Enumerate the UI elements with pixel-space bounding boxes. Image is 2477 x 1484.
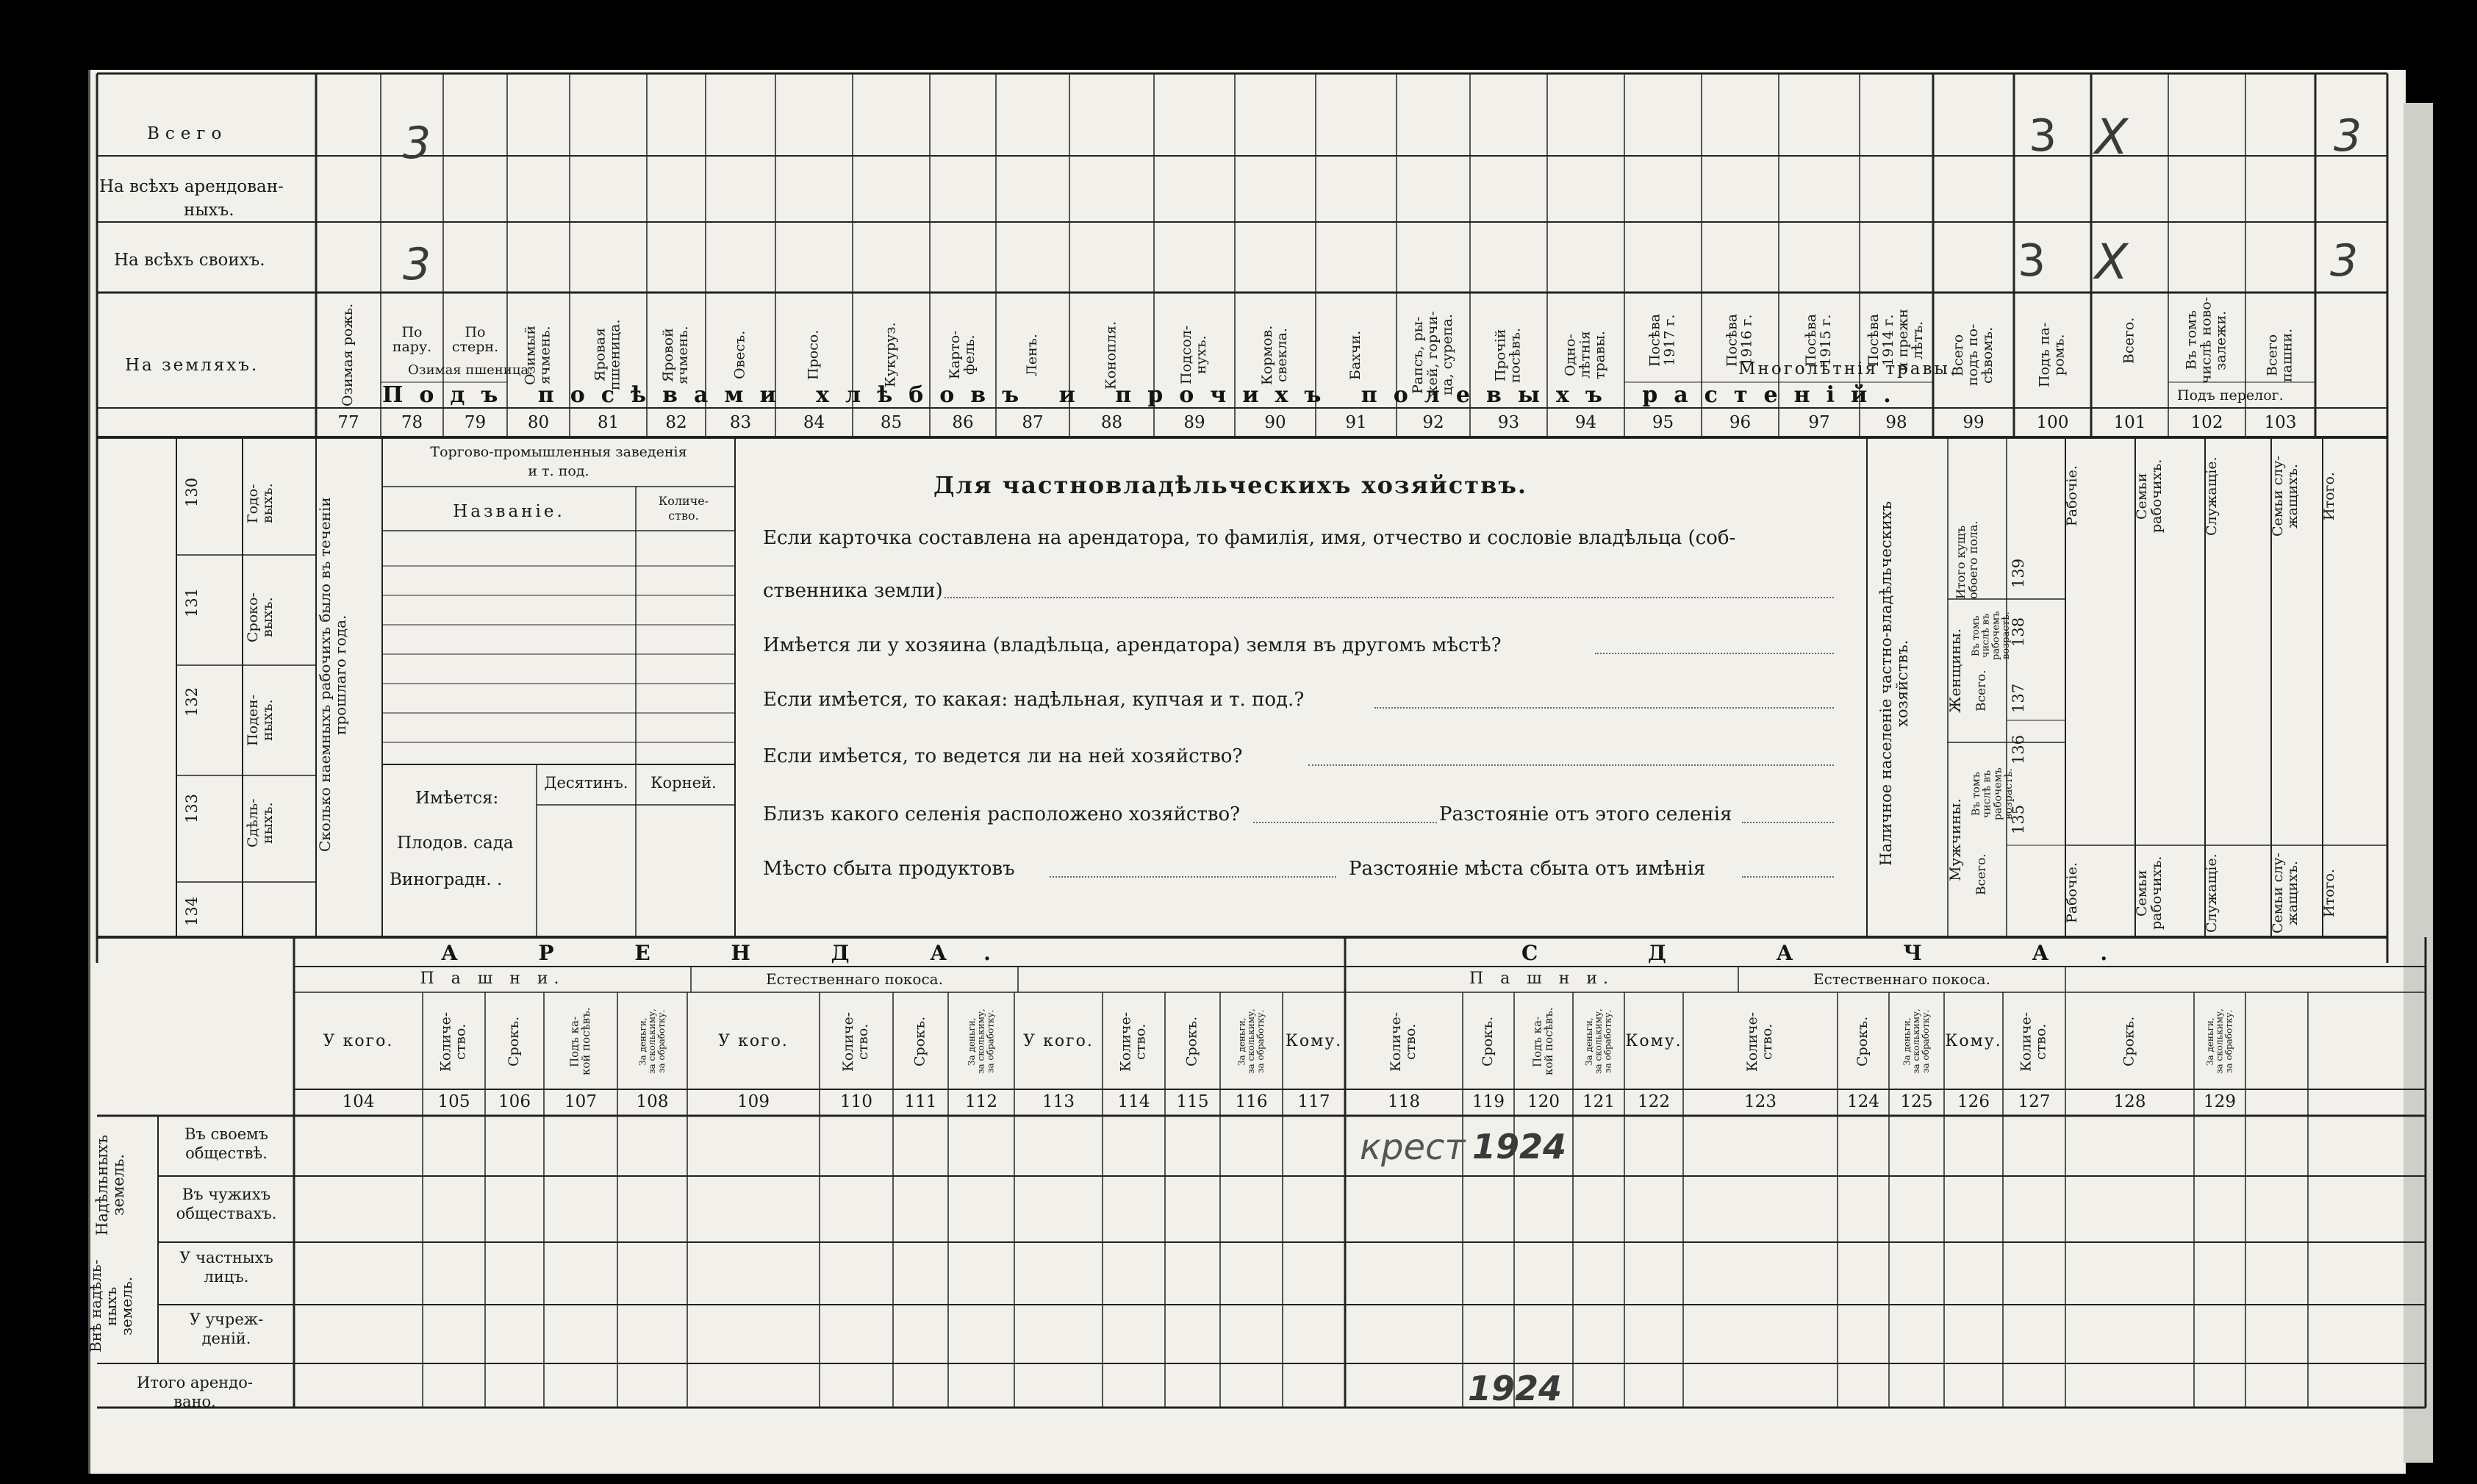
staff-column-header: Рабочiе. xyxy=(2064,465,2080,527)
answer-line-farming xyxy=(1308,764,1834,766)
answer-line-other-land xyxy=(1595,653,1834,654)
crop-column-header: Озимая рожь. xyxy=(340,303,356,407)
crop-column-number: 86 xyxy=(952,413,974,432)
lease-column-header: Срокъ. xyxy=(1854,1016,1871,1067)
crop-column-number: 81 xyxy=(597,413,620,432)
crop-column-number: 95 xyxy=(1652,413,1674,432)
crop-column-number: 80 xyxy=(527,413,550,432)
lease-column-header: За деньги, за сколькиму, за обработку. xyxy=(637,1008,667,1075)
lease-column-number: 126 xyxy=(1957,1092,1990,1111)
crop-column-header: Подъ па- ромъ. xyxy=(2036,322,2068,388)
hired-workers-title: Сколько наемныхъ рабочихъ было въ теченiи прошлаго года. xyxy=(316,497,349,853)
staff-column-header-bottom: Семьи рабочихъ. xyxy=(2134,856,2165,931)
crop-column-number: 87 xyxy=(1022,413,1044,432)
lease-column-header: Подъ ка- кой посѣвъ. xyxy=(567,1007,592,1076)
lease-column-header: Кому. xyxy=(1625,1032,1682,1050)
staff-column-header: Итого. xyxy=(2321,472,2337,520)
question-village-distance: Разстоянiе отъ этого селенiя xyxy=(1439,803,1732,825)
crop-column-header: Конопля. xyxy=(1103,320,1119,390)
lease-column-header: За деньги, за сколькиму, за обработку. xyxy=(2205,1008,2234,1075)
crop-column-header: Овесъ. xyxy=(731,330,748,380)
crop-column-header: Яровой ячмень. xyxy=(660,326,691,384)
staff-column-header: Семьи рабочихъ. xyxy=(2134,459,2165,534)
crop-column-header: Ленъ. xyxy=(1024,334,1041,376)
handwritten-krest: крест xyxy=(1360,1127,1466,1168)
crop-column-number: 77 xyxy=(337,413,359,432)
lease-column-number: 104 xyxy=(342,1092,375,1111)
lease-column-number: 111 xyxy=(904,1092,937,1111)
answer-line-market xyxy=(1050,876,1336,878)
lease-column-header: Срокъ. xyxy=(2121,1016,2137,1067)
lease-column-number: 105 xyxy=(437,1092,470,1111)
handwritten-total-c: 3 xyxy=(2334,110,2362,162)
lease-column-header: Кому. xyxy=(1285,1032,1343,1050)
lease-column-number: 128 xyxy=(2113,1092,2146,1111)
population-column-number: 139 xyxy=(2010,558,2027,589)
trade-title-1: Торгово-промышленныя заведенiя xyxy=(430,444,687,460)
crop-column-number: 90 xyxy=(1264,413,1286,432)
handwritten-own-c: 3 xyxy=(2330,235,2359,287)
population-title: Наличное населенiе частно-владѣльческихъ хозяйствъ. xyxy=(1877,501,1912,867)
crop-column-header: Въ томъ числѣ ново- залежи. xyxy=(2183,296,2229,384)
crop-column-header: По пару. xyxy=(392,324,432,355)
question-owner-b: ственника земли) xyxy=(763,580,943,602)
crop-column-number: 97 xyxy=(1808,413,1830,432)
lease-column-header: За деньги, за сколькиму, за обработку. xyxy=(1901,1008,1931,1075)
vineyard-label: Виноградн. . xyxy=(390,870,503,889)
fallow-label: Подъ перелог. xyxy=(2177,387,2284,404)
lease-column-number: 106 xyxy=(498,1092,531,1111)
handwritten-own-a: 3 xyxy=(403,239,431,290)
handwritten-year-a: 1924 xyxy=(1472,1127,1567,1166)
staff-column-header-bottom: Служащiе. xyxy=(2204,853,2220,933)
crop-column-number: 91 xyxy=(1345,413,1367,432)
lease-column-number: 125 xyxy=(1900,1092,1933,1111)
lease-column-number: 120 xyxy=(1527,1092,1560,1111)
crop-column-header: Кукуруз. xyxy=(882,322,899,388)
lease-column-number: 129 xyxy=(2204,1092,2236,1111)
crop-column-number: 84 xyxy=(803,413,825,432)
crop-column-header: Одно- лѣтнiя травы. xyxy=(1562,331,1608,379)
men-label: Мужчины. xyxy=(1946,798,1964,881)
lease-banner: А Р Е Н Д А. xyxy=(441,941,1028,965)
trade-qty-header: Количе- ство. xyxy=(658,494,709,523)
handwritten-own-x: Х xyxy=(2095,234,2129,290)
lease-column-header: У кого. xyxy=(323,1032,394,1050)
crop-column-number: 98 xyxy=(1885,413,1907,432)
sublease-meadow-header: Естественнаго покоса. xyxy=(1813,970,1990,988)
crop-column-number: 101 xyxy=(2113,413,2146,432)
question-farming: Если имѣется, то ведется ли на ней хозяйство? xyxy=(763,745,1243,767)
lease-column-header: Количе- ство. xyxy=(1744,1011,1775,1072)
crop-column-number: 96 xyxy=(1729,413,1752,432)
trade-title-2: и т. под. xyxy=(528,463,589,479)
non-allotment-lands-label: Внѣ надѣль- ныхъ земель. xyxy=(87,1259,135,1353)
crop-column-header: Подсол- нухъ. xyxy=(1178,325,1209,385)
crop-column-number: 103 xyxy=(2264,413,2297,432)
crop-column-header: Прочiй посѣвъ. xyxy=(1492,327,1524,383)
lease-column-header: У кого. xyxy=(718,1032,789,1050)
lease-meadow-header: Естественнаго покоса. xyxy=(766,970,943,988)
lease-column-number: 127 xyxy=(2018,1092,2051,1111)
row-label-rented-2: ныхъ. xyxy=(184,201,234,220)
answer-line-village-distance xyxy=(1742,822,1834,823)
question-market: Мѣсто сбыта продуктовъ xyxy=(763,858,1015,880)
answer-line-owner xyxy=(944,597,1834,598)
handwritten-total-b: 3 xyxy=(2029,110,2057,162)
crop-column-number: 85 xyxy=(880,413,903,432)
handwritten-total-a: 3 xyxy=(403,118,431,169)
staff-column-header-bottom: Семьи слу- жащихъ. xyxy=(2270,853,2301,933)
lease-plowland-header: П а ш н и. xyxy=(420,969,565,988)
lease-column-header: За деньги, за сколькиму, за обработку. xyxy=(1584,1008,1613,1075)
crop-column-header: Посѣва 1915 г. xyxy=(1803,313,1834,368)
lease-column-header: Срокъ. xyxy=(1183,1016,1200,1067)
korney-header: Корней. xyxy=(650,774,717,792)
staff-column-header: Семьи слу- жащихъ. xyxy=(2270,456,2301,537)
crop-column-header: Рапсъ, ры- жей, горчи- ца, сурепа. xyxy=(1410,311,1455,399)
men-working-age-header: Въ томъ числѣ въ рабочемъ возрастѣ. xyxy=(1971,767,2015,820)
handwritten-total-x: Х xyxy=(2095,109,2129,165)
handwritten-year-b: 1924 xyxy=(1468,1369,1563,1408)
lease-column-header: Количе- ство. xyxy=(1117,1011,1149,1072)
crop-column-header: Всего пашни. xyxy=(2264,328,2295,382)
hired-column-header: Сдѣль- ныхъ. xyxy=(245,798,276,848)
women-working-age-header: Въ томъ числѣ въ рабочемъ возрастѣ. xyxy=(1971,611,2012,661)
lease-column-number: 108 xyxy=(636,1092,669,1111)
lease-column-header: Срокъ. xyxy=(506,1016,523,1067)
question-owner-a: Если карточка составлена на арендатора, то фамилiя, имя, отчество и сословiе владѣльца (соб- xyxy=(763,527,1736,549)
perennial-grass-label: Многолѣтнiя травы. xyxy=(1738,359,1958,379)
lease-column-header: Срокъ. xyxy=(1480,1016,1496,1067)
lease-column-header: У кого. xyxy=(1023,1032,1094,1050)
row-own-community: Въ своемъ обществѣ. xyxy=(184,1125,268,1163)
crop-column-header: Кормов. свекла. xyxy=(1259,325,1290,385)
hired-column-header: Поден- ныхъ. xyxy=(245,694,276,747)
crop-column-number: 89 xyxy=(1183,413,1205,432)
hired-column-number: 132 xyxy=(183,687,201,717)
crop-column-number: 88 xyxy=(1100,413,1123,432)
hired-column-number: 134 xyxy=(183,896,201,927)
crop-column-number: 100 xyxy=(2036,413,2069,432)
crop-column-number: 102 xyxy=(2190,413,2223,432)
row-private-persons: У частныхъ лицъ. xyxy=(179,1249,273,1286)
crop-column-number: 82 xyxy=(665,413,687,432)
row-total-leased: Итого арендо- вано. xyxy=(137,1374,253,1411)
has-label: Имѣется: xyxy=(415,789,499,808)
lease-column-number: 113 xyxy=(1042,1092,1075,1111)
row-institutions: У учреж- денiй. xyxy=(189,1311,264,1348)
both-sexes-header: Итого кущъ обоего пола. xyxy=(1954,520,1980,599)
lease-column-number: 121 xyxy=(1582,1092,1615,1111)
trade-name-header: Названiе. xyxy=(453,502,565,521)
row-label-lands: На земляхъ. xyxy=(125,356,259,375)
question-village: Близъ какого селенiя расположено хозяйство? xyxy=(763,803,1241,825)
sublease-banner: С Д А Ч А. xyxy=(1521,941,2159,965)
lease-column-number: 114 xyxy=(1117,1092,1150,1111)
lease-column-number: 122 xyxy=(1638,1092,1670,1111)
crop-column-header: Озимый ячмень. xyxy=(522,325,553,385)
lease-column-header: Количе- ство. xyxy=(1388,1011,1419,1072)
lease-column-number: 115 xyxy=(1176,1092,1209,1111)
row-label-rented-1: На всѣхъ арендован- xyxy=(99,177,284,196)
crop-column-header: По стерн. xyxy=(451,324,499,355)
staff-column-header-bottom: Рабочiе. xyxy=(2064,862,2080,924)
crop-column-number: 93 xyxy=(1497,413,1520,432)
lease-column-header: Срокъ. xyxy=(911,1016,928,1067)
lease-column-number: 116 xyxy=(1235,1092,1268,1111)
population-column-number: 137 xyxy=(2010,683,2027,714)
lease-column-number: 124 xyxy=(1847,1092,1879,1111)
population-column-number: 135 xyxy=(2010,804,2027,835)
crop-column-header: Яровая пшеница. xyxy=(592,319,623,391)
staff-column-header: Служащiе. xyxy=(2204,456,2220,536)
crop-column-header: Посѣва 1914 г. и прежн лѣтъ. xyxy=(1865,309,1926,372)
lease-column-number: 107 xyxy=(564,1092,597,1111)
handwritten-own-b: 3 xyxy=(2018,235,2046,287)
question-other-land: Имѣется ли у хозяина (владѣльца, арендатора) земля въ другомъ мѣстѣ? xyxy=(763,634,1502,656)
row-label-own: На всѣхъ своихъ. xyxy=(114,251,265,270)
lease-column-number: 123 xyxy=(1744,1092,1777,1111)
lease-column-number: 117 xyxy=(1297,1092,1330,1111)
crop-column-header: Посѣва 1917 г. xyxy=(1646,313,1678,368)
crop-column-header: Бахчи. xyxy=(1347,330,1364,380)
answer-line-village xyxy=(1253,822,1437,823)
population-column-number: 136 xyxy=(2010,734,2027,765)
hired-column-header: Годо- выхъ. xyxy=(245,483,276,524)
hired-column-number: 130 xyxy=(183,477,201,508)
lease-column-number: 110 xyxy=(840,1092,872,1111)
crop-column-number: 83 xyxy=(729,413,752,432)
winter-wheat-label: Озимая пшеница. xyxy=(408,362,533,378)
hired-column-number: 133 xyxy=(183,793,201,824)
crop-column-number: 78 xyxy=(401,413,423,432)
women-total-header: Всего. xyxy=(1974,670,1989,712)
allotment-lands-label: Надѣльныхъ земель. xyxy=(93,1134,128,1236)
men-total-header: Всего. xyxy=(1974,853,1989,896)
lease-column-header: Количе- ство. xyxy=(840,1011,871,1072)
row-label-total: Всего xyxy=(147,124,228,143)
lease-column-header: За деньги, за сколькиму, за обработку. xyxy=(1236,1008,1266,1075)
private-farms-title: Для частновладѣльческихъ хозяйствъ. xyxy=(933,471,1527,499)
lease-column-header: Подъ ка- кой посѣвъ. xyxy=(1530,1007,1555,1076)
lease-column-number: 119 xyxy=(1472,1092,1505,1111)
crop-column-number: 92 xyxy=(1422,413,1444,432)
crop-column-header: Просо. xyxy=(805,329,822,381)
population-column-number: 138 xyxy=(2010,617,2027,648)
lease-column-header: Количе- ство. xyxy=(2018,1011,2049,1072)
crop-column-header: Всего подъ по- сѣвомъ. xyxy=(1950,323,1996,387)
row-other-communities: Въ чужихъ обществахъ. xyxy=(176,1186,277,1223)
question-land-kind: Если имѣется, то какая: надѣльная, купчая и т. под.? xyxy=(763,689,1305,711)
sublease-plowland-header: П а ш н и. xyxy=(1469,969,1615,988)
lease-column-number: 109 xyxy=(737,1092,770,1111)
answer-line-land-kind xyxy=(1374,707,1834,709)
crop-column-number: 79 xyxy=(464,413,487,432)
hired-column-number: 131 xyxy=(183,587,201,618)
crop-column-header: Посѣва 1916 г. xyxy=(1724,313,1755,368)
lease-column-header: Количе- ство. xyxy=(437,1011,469,1072)
desyatin-header: Десятинъ. xyxy=(544,774,628,792)
lease-column-number: 118 xyxy=(1388,1092,1420,1111)
lease-column-header: За деньги, за сколькиму, за обработку. xyxy=(967,1008,996,1075)
lease-column-number: 112 xyxy=(965,1092,997,1111)
answer-line-market-distance xyxy=(1742,876,1834,878)
crops-banner: Подъ посѣвами хлѣбовъ и прочихъ полевыхъ растенiй. xyxy=(382,382,1907,408)
crop-column-number: 94 xyxy=(1574,413,1597,432)
question-market-distance: Разстоянiе мѣста сбыта отъ имѣнiя xyxy=(1349,858,1706,880)
crop-column-header: Всего. xyxy=(2121,317,2137,364)
orchard-label: Плодов. сада xyxy=(397,834,514,853)
crop-column-number: 99 xyxy=(1962,413,1985,432)
crop-column-header: Карто- фель. xyxy=(947,330,978,380)
hired-column-header: Сроко- выхъ. xyxy=(245,592,276,642)
women-label: Женщины. xyxy=(1946,628,1964,714)
staff-column-header-bottom: Итого. xyxy=(2321,869,2337,917)
lease-column-header: Кому. xyxy=(1945,1032,2002,1050)
